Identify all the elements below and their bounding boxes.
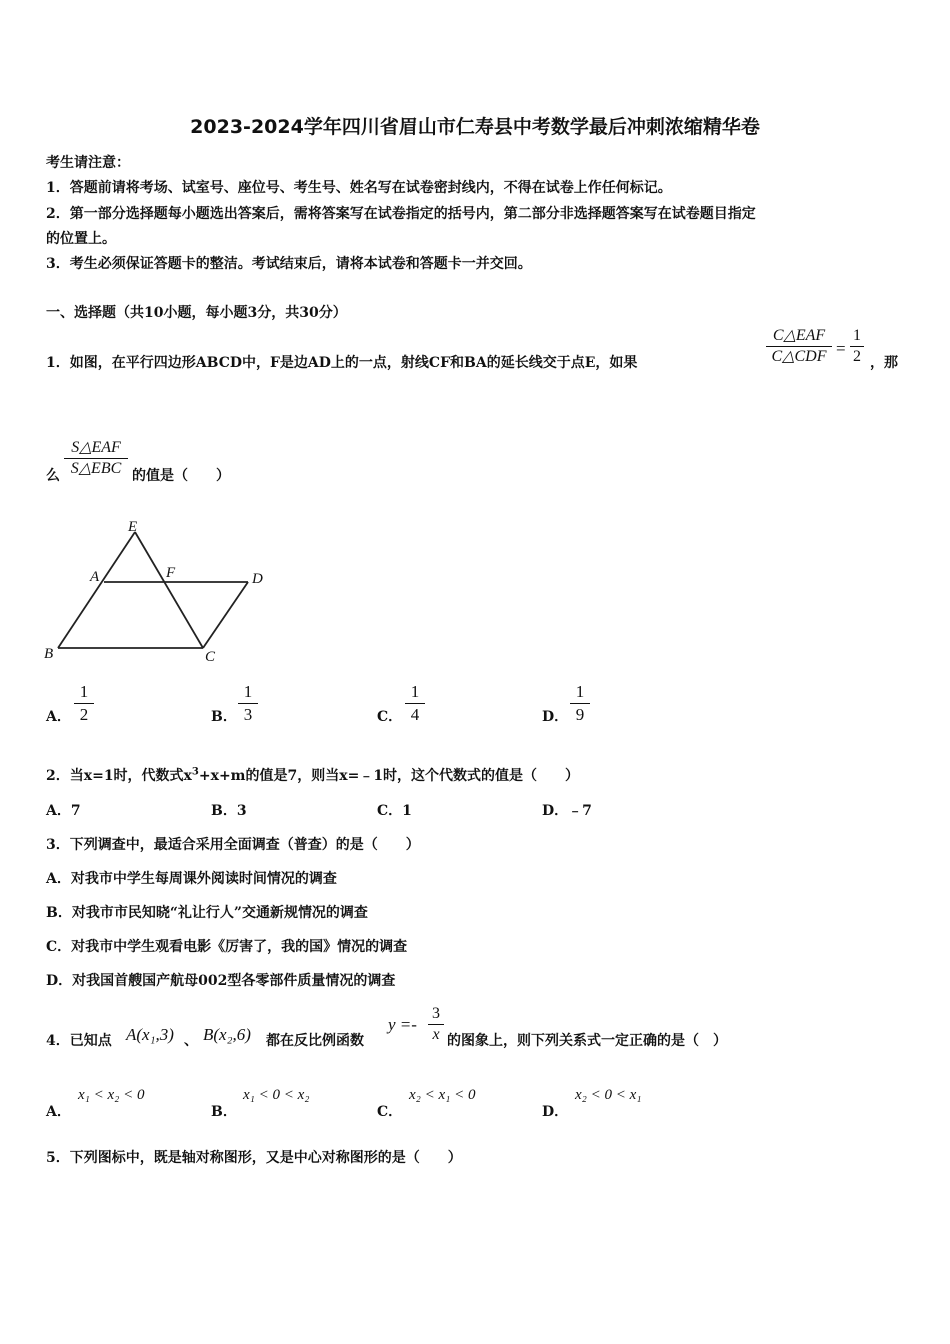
q2-option-c: C．1 — [377, 803, 412, 819]
q4-prefix: 4．已知点 — [46, 1033, 112, 1049]
label-f: F — [166, 565, 176, 581]
q2-option-a: A．7 — [46, 803, 81, 819]
q1-equals: = — [836, 339, 846, 358]
q1-option-d-label: D． — [542, 709, 569, 725]
notice-heading: 考生请注意： — [46, 155, 130, 171]
segment-be — [58, 532, 135, 648]
q4-separator: 、 — [184, 1033, 198, 1049]
q1-option-b-label: B． — [211, 709, 237, 725]
q4-function-lhs: y =- — [388, 1015, 417, 1034]
label-a: A — [90, 569, 100, 585]
q2-text: 2．当x=1时，代数式$x^3+x+m$的值是7，则当x=﹣1时，这个代数式的值是（ ） — [46, 766, 580, 784]
q4-option-b-label: B． — [211, 1104, 237, 1120]
q1-line2-prefix: 么 — [46, 468, 60, 484]
q1-option-b-value: 1 3 — [238, 682, 258, 725]
q4-option-a-expr: x₁ < x₂ < 0 — [78, 1087, 145, 1103]
q1-tail: ，那 — [870, 355, 898, 371]
label-e: E — [128, 519, 138, 535]
notice-item: 2．第一部分选择题每小题选出答案后，需将答案写在试卷指定的括号内，第二部分非选择题答案写在试卷题目指定 — [46, 206, 756, 222]
q1-parallelogram-figure — [40, 515, 275, 667]
q2-option-b: B．3 — [211, 803, 247, 819]
q1-option-d-value: 1 9 — [570, 682, 590, 725]
q3-option-c: C．对我市中学生观看电影《厉害了，我的国》情况的调查 — [46, 939, 408, 955]
q4-point-b: B(x₂,6) — [203, 1025, 251, 1044]
q1-option-c-value: 1 4 — [405, 682, 425, 725]
q4-function-fraction: 3 x — [428, 1004, 444, 1045]
q4-option-d-expr: x₂ < 0 < x₁ — [575, 1087, 642, 1103]
q4-suffix: 的图象上，则下列关系式一定正确的是（ ） — [447, 1033, 727, 1049]
q3-option-b: B．对我市市民知晓“礼让行人”交通新规情况的调查 — [46, 905, 368, 921]
q1-half: 1 2 — [850, 326, 864, 367]
label-c: C — [205, 649, 216, 665]
q4-option-c-label: C． — [377, 1104, 403, 1120]
label-d: D — [252, 571, 263, 587]
q3-text: 3．下列调查中，最适合采用全面调查（普查）的是（ ） — [46, 837, 420, 853]
q1-area-ratio: S△EAF S△EBC — [64, 438, 128, 479]
q1-option-a-value: 1 2 — [74, 682, 94, 725]
segment-cd — [203, 582, 248, 648]
segment-ec — [135, 532, 203, 648]
q4-option-b-expr: x₁ < 0 < x₂ — [243, 1087, 310, 1103]
q4-option-d-label: D． — [542, 1104, 569, 1120]
q4-point-a: A(x₁,3) — [126, 1025, 174, 1044]
q4-option-a-label: A． — [46, 1104, 71, 1120]
q3-option-d: D．对我国首艘国产航母002型各零部件质量情况的调查 — [46, 973, 396, 989]
notice-item: 1．答题前请将考场、试室号、座位号、考生号、姓名写在试卷密封线内，不得在试卷上作任何标记。 — [46, 180, 672, 196]
label-b: B — [44, 646, 54, 662]
q5-text: 5．下列图标中，既是轴对称图形，又是中心对称图形的是（ ） — [46, 1150, 462, 1166]
q1-text: 1．如图，在平行四边形ABCD中，F是边AD上的一点，射线CF和BA的延长线交于点E，如果 — [46, 355, 638, 371]
q1-line2-suffix: 的值是（ ） — [132, 468, 230, 484]
q2-option-d: D．﹣7 — [542, 803, 592, 819]
notice-item: 的位置上。 — [46, 231, 116, 247]
section-heading: 一、选择题（共10小题，每小题3分，共30分） — [46, 305, 347, 321]
q4-option-c-expr: x₂ < x₁ < 0 — [409, 1087, 476, 1103]
notice-item: 3．考生必须保证答题卡的整洁。考试结束后，请将本试卷和答题卡一并交回。 — [46, 256, 532, 272]
q4-mid: 都在反比例函数 — [266, 1033, 364, 1049]
page-title: 2023-2024学年四川省眉山市仁寿县中考数学最后冲刺浓缩精华卷 — [190, 116, 760, 138]
q1-perimeter-ratio: C△EAF C△CDF — [766, 326, 832, 367]
q3-option-a: A．对我市中学生每周课外阅读时间情况的调查 — [46, 871, 337, 887]
q1-option-a-label: A． — [46, 709, 71, 725]
q1-option-c-label: C． — [377, 709, 403, 725]
